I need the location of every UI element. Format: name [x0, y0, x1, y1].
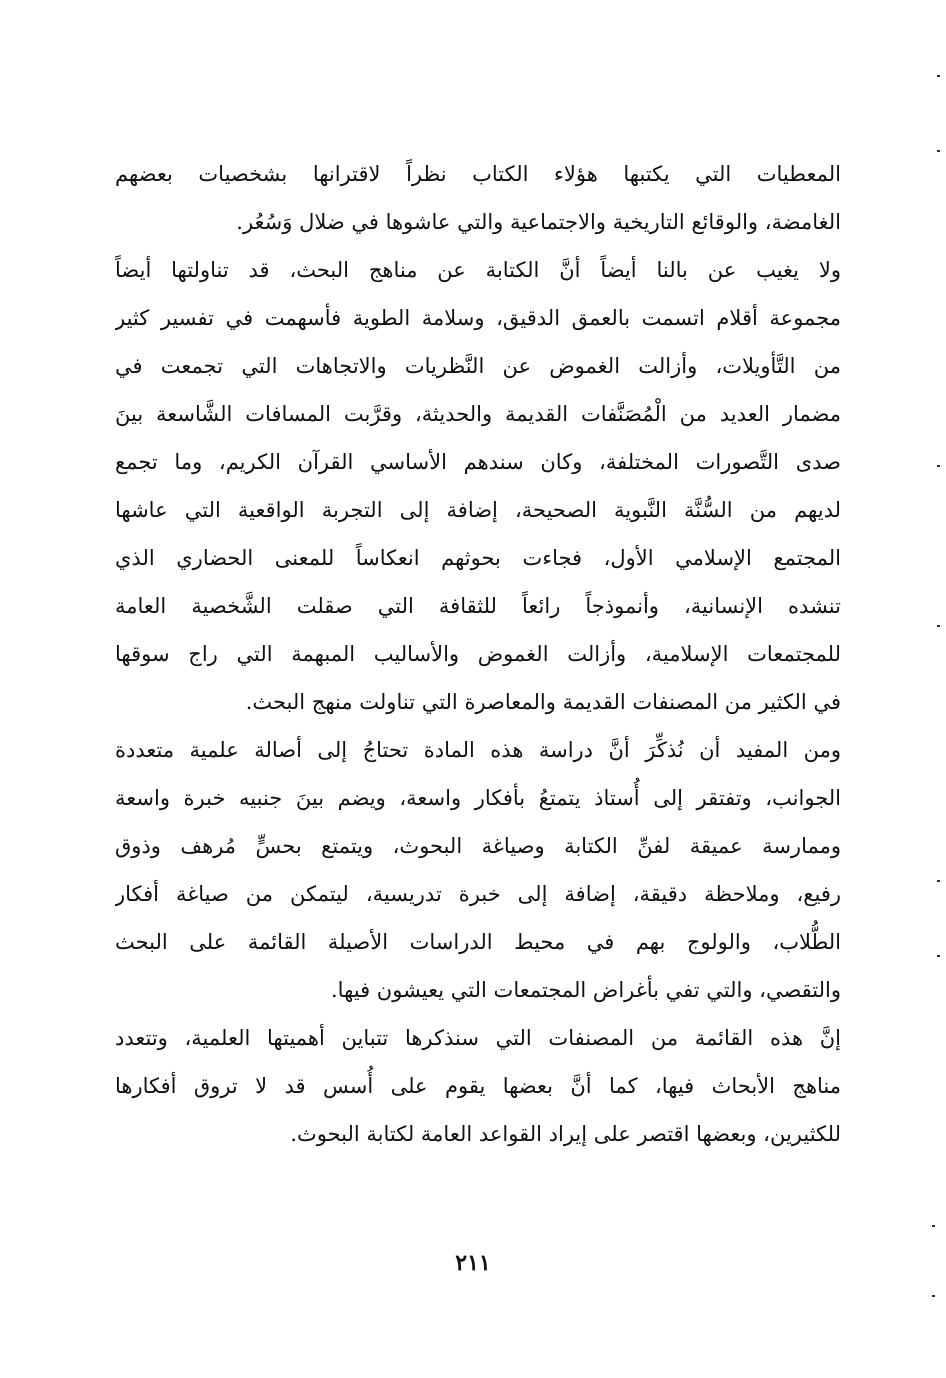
text-line-2: الغامضة، والوقائع التاريخية والاجتماعية والتي عاشوها في ضلال وَسُعُر. — [236, 210, 841, 234]
text-line-17: الطُّلاب، والولوج بهم في محيط الدراسات الأصيلة القائمة على البحث — [115, 930, 841, 954]
text-line-18: والتقصي، والتي تفي بأغراض المجتمعات التي يعيشون فيها. — [331, 978, 841, 1002]
text-line-11: للمجتمعات الإسلامية، وأزالت الغموض والأساليب المبهمة التي راج سوقها — [115, 642, 841, 666]
margin-mark — [932, 1295, 935, 1297]
margin-mark — [937, 955, 940, 957]
margin-mark — [937, 880, 940, 882]
text-line-4: مجموعة أقلام اتسمت بالعمق الدقيق، وسلامة الطوية فأسهمت في تفسير كثير — [115, 306, 841, 330]
margin-mark — [932, 1225, 935, 1227]
text-line-19: إنَّ هذه القائمة من المصنفات التي سنذكرها تتباين أهميتها العلمية، وتتعدد — [115, 1026, 841, 1050]
text-line-14: الجوانب، وتفتقر إلى أُستاذ يتمتعُ بأفكار واسعة، ويضم بينَ جنبيه خبرة واسعة — [115, 786, 841, 810]
margin-mark — [937, 465, 940, 467]
text-line-9: المجتمع الإسلامي الأول، فجاءت بحوثهم انعكاساً للمعنى الحضاري الذي — [115, 546, 841, 570]
text-line-12: في الكثير من المصنفات القديمة والمعاصرة التي تناولت منهج البحث. — [245, 690, 841, 714]
text-line-1: المعطيات التي يكتبها هؤلاء الكتاب نظراً لاقترانها بشخصيات بعضهم — [115, 162, 841, 186]
text-line-21: للكثيرين، وبعضها اقتصر على إيراد القواعد العامة لكتابة البحوث. — [290, 1122, 841, 1146]
text-line-3: ولا يغيب عن بالنا أيضاً أنَّ الكتابة عن مناهج البحث، قد تناولتها أيضاً — [115, 258, 841, 282]
text-line-15: وممارسة عميقة لفنِّ الكتابة وصياغة البحوث، ويتمتع بحسٍّ مُرهف وذوق — [115, 834, 841, 858]
text-line-13: ومن المفيد أن نُذكِّرَ أنَّ دراسة هذه المادة تحتاجُ إلى أصالة علمية متعددة — [115, 738, 841, 762]
text-line-7: صدى التَّصورات المختلفة، وكان سندهم الأساسي القرآن الكريم، وما تجمع — [115, 450, 841, 474]
body-text — [115, 150, 841, 1158]
margin-mark — [937, 625, 940, 627]
text-line-20: مناهج الأبحاث فيها، كما أنَّ بعضها يقوم على أُسس قد لا تروق أفكارها — [115, 1074, 841, 1098]
margin-mark — [937, 75, 940, 77]
margin-mark — [937, 150, 940, 152]
text-line-10: تنشده الإنسانية، وأنموذجاً رائعاً للثقافة التي صقلت الشَّخصية العامة — [115, 594, 841, 618]
text-line-8: لديهم من السُّنَّة النَّبوية الصحيحة، إضافة إلى التجربة الواقعية التي عاشها — [115, 498, 841, 522]
text-line-16: رفيع، وملاحظة دقيقة، إضافة إلى خبرة تدريسية، ليتمكن من صياغة أفكار — [115, 882, 841, 906]
page-number: ٢١١ — [455, 1250, 491, 1276]
text-line-5: من التَّأويلات، وأزالت الغموض عن النَّظريات والاتجاهات التي تجمعت في — [115, 354, 841, 378]
text-line-6: مضمار العديد من الْمُصَنَّفات القديمة والحديثة، وقرَّبت المسافات الشَّاسعة بينَ — [115, 402, 841, 426]
